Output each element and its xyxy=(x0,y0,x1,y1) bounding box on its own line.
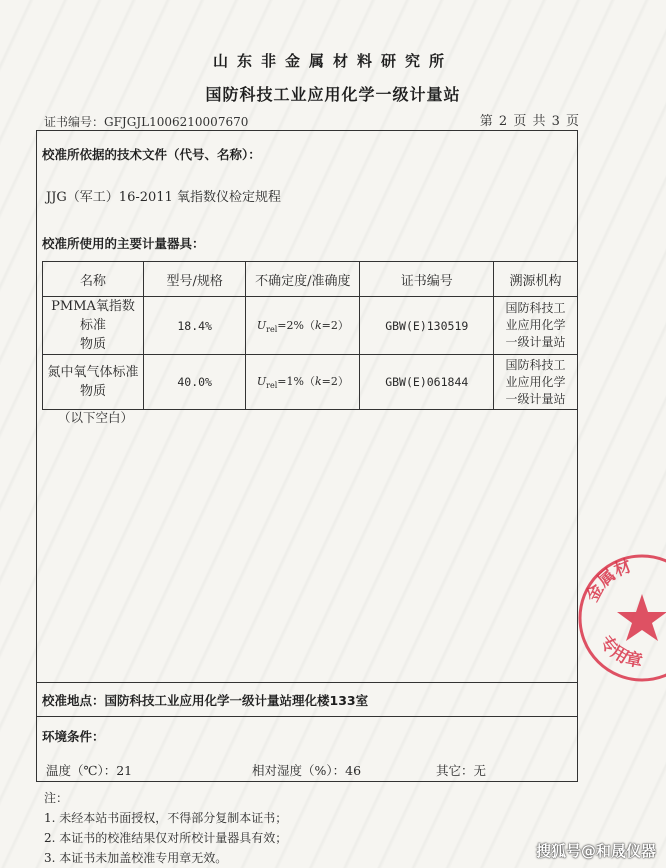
equipment-table xyxy=(42,261,578,410)
header-name: 名称 xyxy=(43,262,144,297)
equipment-name-line: 物质 xyxy=(80,384,107,399)
other-conditions xyxy=(436,761,486,779)
temperature-value: 21 xyxy=(116,763,133,778)
equipment-section-title: 校准所使用的主要计量器具： xyxy=(42,236,205,251)
trace-line: 一级计量站 xyxy=(505,391,566,406)
unc-subscript: rel xyxy=(266,381,278,391)
unc-tail: =2） xyxy=(321,375,349,389)
blank-below-note: （以下空白） xyxy=(58,410,134,425)
equipment-traceability xyxy=(494,355,578,410)
unc-value: =2%（ xyxy=(277,318,315,332)
trace-line: 国防科技工 xyxy=(505,357,566,372)
equipment-name-line: 氮中氧气体标准 xyxy=(47,365,139,380)
equipment-uncertainty xyxy=(246,355,360,410)
star-icon xyxy=(617,594,666,641)
notes xyxy=(44,788,287,868)
humidity-label: 相对湿度（%）： xyxy=(252,763,346,778)
watermark: 搜狐号@和晟仪器 xyxy=(535,842,656,860)
stamp-text-bottom: 专用章 xyxy=(595,632,645,672)
note-item: 1. 未经本站书面授权，不得部分复制本证书； xyxy=(44,811,288,825)
table-row xyxy=(43,297,578,355)
location-label: 校准地点： xyxy=(42,693,105,708)
divider-location xyxy=(36,682,578,683)
station-title: 国防科技工业应用化学一级计量站 xyxy=(205,85,461,104)
header-model: 型号/规格 xyxy=(144,262,246,297)
equipment-traceability xyxy=(494,297,578,355)
header-cert-number: 证书编号 xyxy=(360,262,494,297)
humidity xyxy=(252,761,361,779)
notes-title: 注： xyxy=(44,791,69,805)
equipment-name-line: 物质 xyxy=(80,337,107,352)
equipment-cert-number: GBW(E)130519 xyxy=(360,297,494,355)
location-value: 国防科技工业应用化学一级计量站理化楼133室 xyxy=(104,693,369,708)
temperature xyxy=(46,761,132,779)
reference-document: JJG（军工）16-2011 氧指数仪检定规程 xyxy=(46,190,281,205)
unc-k: k xyxy=(314,375,322,389)
other-label: 其它： xyxy=(436,763,474,778)
content-frame xyxy=(36,130,578,782)
note-item: 2. 本证书的校准结果仅对所校计量器具有效； xyxy=(44,831,288,845)
other-value: 无 xyxy=(473,763,487,778)
equipment-uncertainty xyxy=(246,297,360,355)
trace-line: 业应用化学 xyxy=(505,318,566,332)
trace-line: 业应用化学 xyxy=(505,374,566,389)
equipment-cert-number: GBW(E)061844 xyxy=(360,355,494,410)
location-line xyxy=(42,691,368,709)
equipment-model: 18.4% xyxy=(144,297,246,355)
table-header-row xyxy=(43,262,578,297)
certificate-number-value: GFJGJL1006210007670 xyxy=(104,115,249,129)
docs-section-title: 校准所依据的技术文件（代号、名称）： xyxy=(42,147,261,162)
note-item: 3. 本证书未加盖校准专用章无效。 xyxy=(44,851,228,865)
official-stamp xyxy=(572,548,666,688)
table-row xyxy=(43,355,578,410)
equipment-name xyxy=(43,297,144,355)
humidity-value: 46 xyxy=(345,763,362,778)
unc-k: k xyxy=(314,318,322,332)
trace-line: 一级计量站 xyxy=(505,335,566,349)
org-title: 山东非金属材料研究所 xyxy=(212,52,453,70)
equipment-name xyxy=(43,355,144,410)
header-traceability: 溯源机构 xyxy=(494,262,578,297)
stamp-text-top: 金属材 xyxy=(582,556,635,606)
unc-value: =1%（ xyxy=(277,375,315,389)
divider-environment xyxy=(36,716,578,717)
certificate-number xyxy=(44,113,248,130)
equipment-model: 40.0% xyxy=(144,355,246,410)
equipment-name-line: PMMA氧指数标准 xyxy=(51,299,135,333)
header-uncertainty: 不确定度/准确度 xyxy=(246,262,360,297)
environment-title: 环境条件： xyxy=(42,729,105,744)
unc-tail: =2） xyxy=(321,318,349,332)
trace-line: 国防科技工 xyxy=(505,301,566,315)
certificate-number-label: 证书编号： xyxy=(44,115,105,129)
temperature-label: 温度（℃）： xyxy=(46,763,117,778)
unc-symbol: U xyxy=(256,318,267,332)
page-info: 第 2 页 共 3 页 xyxy=(479,114,580,129)
unc-symbol: U xyxy=(256,375,267,389)
unc-subscript: rel xyxy=(266,325,278,335)
